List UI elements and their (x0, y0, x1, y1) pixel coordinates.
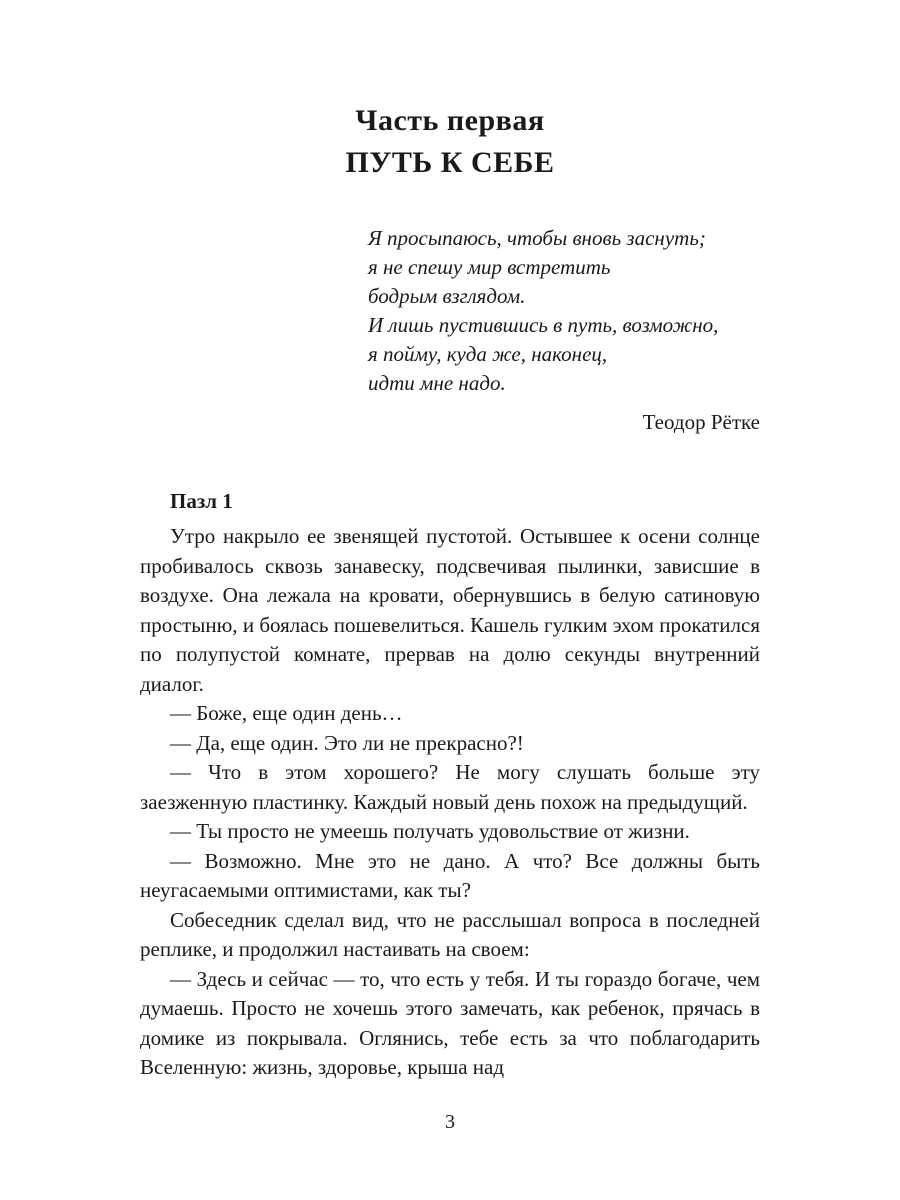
page-number: 3 (445, 1111, 455, 1133)
section-heading: Пазл 1 (170, 489, 233, 513)
part-title-line2: ПУТЬ К СЕБЕ (345, 146, 555, 179)
epigraph-line: идти мне надо. (368, 371, 506, 395)
paragraph: Собеседник сделал вид, что не расслышал вопроса в последней реплике, и продолжил настаивать на своем: (140, 907, 760, 961)
text-block (140, 0, 760, 1083)
epigraph-line: я не спешу мир встретить (368, 255, 611, 279)
epigraph-line: я пойму, куда же, наконец, (368, 342, 608, 366)
part-title-line1: Часть первая (355, 104, 545, 137)
epigraph-line: Я просыпаюсь, чтобы вновь заснуть; (368, 226, 706, 250)
paragraph: — Ты просто не умеешь получать удовольствие от жизни. (170, 819, 690, 843)
epigraph (368, 224, 760, 398)
paragraph: — Да, еще один. Это ли не прекрасно?! (170, 730, 524, 755)
paragraph: — Что в этом хорошего? Не могу слушать больше эту заезженную пластинку. Каждый новый день похож на предыдущий. (140, 760, 760, 814)
paragraph: — Возможно. Мне это не дано. А что? Все должны быть неугасаемыми оптимистами, как ты? (140, 848, 760, 902)
paragraph: — Здесь и сейчас — то, что есть у тебя. И ты гораздо богаче, чем думаешь. Просто не хочешь этого замечать, как ребенок, прячась в домике из покрывала. Оглянись, тебе есть за что поблагодарить Вселенную: жизнь, здоровье, крыша над (140, 966, 760, 1079)
epigraph-line: И лишь пустившись в путь, возможно, (368, 313, 719, 337)
body-text (140, 522, 760, 1083)
part-title (140, 100, 760, 184)
paragraph: Утро накрыло ее звенящей пустотой. Остывшее к осени солнце пробивалось сквозь занавеску, подсвечивая пылинки, зависшие в воздухе. Она лежала на кровати, обернувшись в белую сатиновую простыню, и боялась пошевелиться. Кашель гулким эхом прокатился по полупустой комнате, прервав на долю секунды внутренний диалог. (140, 524, 760, 696)
epigraph-attribution: Теодор Рётке (642, 410, 760, 434)
epigraph-line: бодрым взглядом. (368, 284, 526, 308)
paragraph: — Боже, еще один день… (170, 701, 403, 725)
